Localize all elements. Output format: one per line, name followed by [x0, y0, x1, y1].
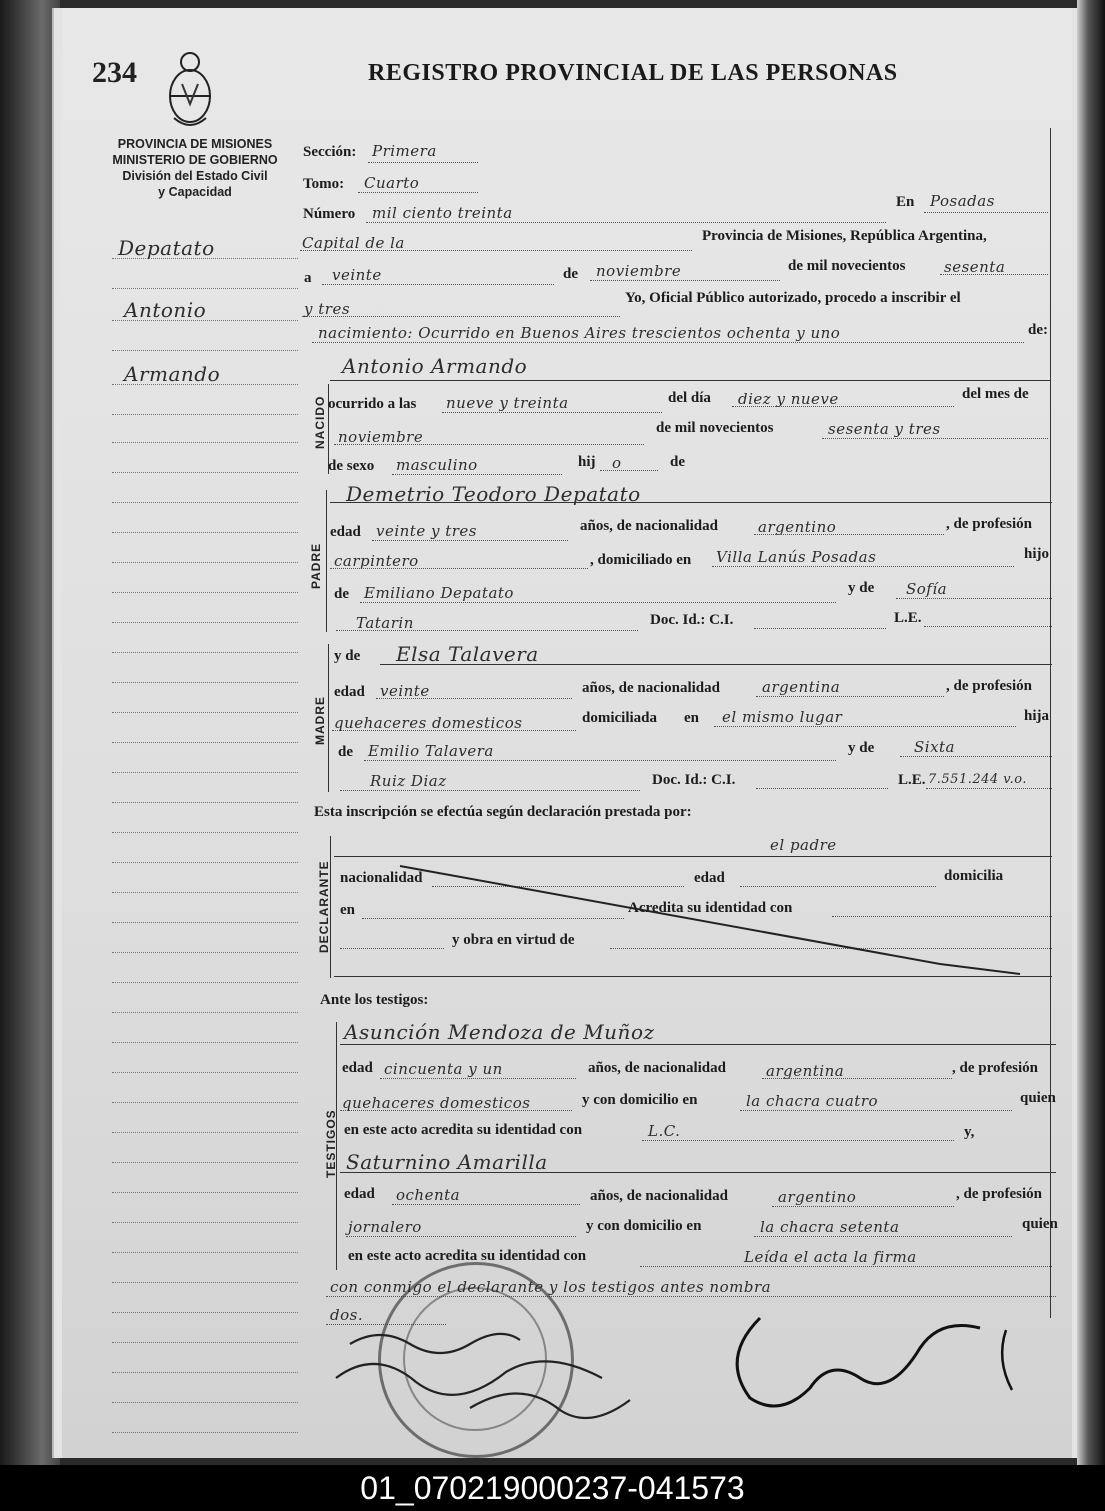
testigo2-prof-value: jornalero	[348, 1218, 422, 1236]
padre-edad-label: edad	[330, 524, 361, 540]
padre-de-label: de	[334, 586, 349, 602]
testigo2-dom-value: la chacra setenta	[760, 1218, 900, 1236]
testigo1-quien: quien	[1020, 1090, 1056, 1106]
oficial-text: Yo, Oficial Público autorizado, procedo a inscribir el	[625, 290, 961, 306]
padre-edad-value: veinte y tres	[376, 522, 477, 540]
org-line-3: División del Estado Civil	[122, 169, 268, 183]
scan-footer-id: 01_070219000237-041573	[0, 1465, 1105, 1511]
en-value: Posadas	[930, 192, 995, 210]
abuelo-paterno-value: Emiliano Depatato	[364, 584, 514, 602]
year-continuation: y tres	[304, 300, 351, 318]
margin-middle-name: Armando	[124, 362, 221, 386]
madre-section-label: MADRE	[313, 696, 327, 745]
anio-nacido-value: sesenta y tres	[828, 420, 941, 438]
testigos-section-label: TESTIGOS	[324, 1109, 338, 1178]
madre-de-label: de	[338, 744, 353, 760]
padre-prof-label: , de profesión	[946, 516, 1032, 532]
en-label: En	[896, 194, 915, 210]
cierre-line-2: dos.	[330, 1306, 364, 1324]
testigo1-y: y,	[964, 1124, 975, 1140]
month-value: noviembre	[596, 262, 682, 280]
testigo2-anios-label: años, de nacionalidad	[590, 1188, 728, 1204]
madre-prof-value: quehaceres domesticos	[334, 714, 523, 732]
abuela-materna-value: Sixta	[914, 738, 956, 756]
madre-doc-label: Doc. Id.: C.I.	[652, 772, 736, 788]
padre-nombre: Demetrio Teodoro Depatato	[346, 482, 641, 506]
madre-le-value: 7.551.244 v.o.	[928, 772, 1027, 787]
madre-dom-label: domiciliada	[582, 710, 658, 726]
testigo1-prof-value: quehaceres domesticos	[342, 1094, 531, 1112]
official-signature	[716, 1310, 1016, 1420]
capital-value: Capital de la	[302, 234, 405, 252]
nacionalidad-label: nacionalidad	[340, 870, 423, 886]
abuelo-materno-value: Emilio Talavera	[368, 742, 494, 760]
mil-label: de mil novecientos	[788, 258, 906, 274]
hija-label: hija	[1024, 708, 1050, 724]
testigo1-nombre: Asunción Mendoza de Muñoz	[344, 1020, 655, 1044]
madre-le-label: L.E.	[898, 772, 926, 788]
testigo2-acredita-label: en este acto acredita su identidad con	[348, 1248, 587, 1264]
padre-doc-label: Doc. Id.: C.I.	[650, 612, 734, 628]
margin-surname: Depatato	[118, 236, 215, 260]
dia-value: diez y nueve	[738, 390, 839, 408]
a-value: veinte	[332, 266, 382, 284]
testigo2-quien: quien	[1022, 1216, 1058, 1232]
numero-label: Número	[303, 206, 356, 222]
testigo1-dom-value: la chacra cuatro	[746, 1092, 879, 1110]
padre-section-label: PADRE	[309, 542, 323, 589]
right-edge	[1077, 0, 1105, 1465]
madre-dom-value: el mismo lugar	[722, 708, 843, 726]
de-nacido-label: de	[670, 454, 685, 470]
dia-label: del día	[668, 390, 711, 406]
org-line-1: PROVINCIA DE MISIONES	[117, 137, 273, 151]
padre-prof-value: carpintero	[334, 552, 419, 570]
coat-of-arms-icon	[160, 48, 220, 132]
declarante-en-label: en	[340, 902, 355, 918]
testigo1-edad-value: cincuenta y un	[384, 1060, 503, 1078]
tomo-label: Tomo:	[303, 176, 345, 192]
abuela-materna-cont: Ruiz Diaz	[370, 772, 447, 790]
nacimiento-value: nacimiento: Ocurrido en Buenos Aires trescientos ochenta y uno	[318, 324, 841, 342]
cierre-line-1: con conmigo el declarante y los testigos antes nombra	[330, 1278, 772, 1296]
signatures-left	[330, 1320, 660, 1430]
sexo-value: masculino	[396, 456, 478, 474]
testigo2-acredita-value: Leída el acta la firma	[744, 1248, 917, 1266]
testigo1-prof-label: , de profesión	[952, 1060, 1038, 1076]
mes-label: del mes de	[962, 386, 1029, 402]
binding-edge	[0, 0, 60, 1465]
madre-edad-label: edad	[334, 684, 365, 700]
seccion-label: Sección:	[303, 144, 357, 160]
issuing-organization	[100, 136, 290, 200]
padre-dom-label: , domiciliado en	[590, 552, 692, 568]
madre-prof-label: , de profesión	[946, 678, 1032, 694]
testigo1-dom-label: y con domicilio en	[582, 1092, 698, 1108]
mes-value: noviembre	[338, 428, 424, 446]
madre-en-label: en	[684, 710, 699, 726]
padre-le-label: L.E.	[894, 610, 922, 626]
hora-value: nueve y treinta	[446, 394, 569, 412]
cancel-stroke	[380, 856, 1030, 978]
testigo1-anios-label: años, de nacionalidad	[588, 1060, 726, 1076]
declarante-edad-label: edad	[694, 870, 725, 886]
padre-anios-label: años, de nacionalidad	[580, 518, 718, 534]
testigos-label: Ante los testigos:	[320, 992, 429, 1008]
padre-nac-value: argentino	[758, 518, 837, 536]
abuela-paterna-value: Sofía	[906, 580, 948, 598]
margin-first-name: Antonio	[124, 298, 207, 322]
madre-anios-label: años, de nacionalidad	[582, 680, 720, 696]
testigo1-acredita-label: en este acto acredita su identidad con	[344, 1122, 583, 1138]
declarante-section-label: DECLARANTE	[317, 860, 331, 953]
padre-dom-value: Villa Lanús Posadas	[716, 548, 877, 566]
acredita-label: Acredita su identidad con	[628, 900, 793, 916]
domicilia-label: domicilia	[944, 868, 1004, 884]
de-label: de	[563, 266, 578, 282]
hij-label: hij	[578, 454, 596, 470]
provincia-text: Provincia de Misiones, República Argentina,	[702, 228, 987, 244]
madre-yde2-label: y de	[848, 740, 875, 756]
testigo1-edad-label: edad	[342, 1060, 373, 1076]
sexo-label: de sexo	[328, 458, 375, 474]
register-page	[62, 8, 1072, 1458]
hijo-label: hijo	[1024, 546, 1050, 562]
madre-edad-value: veinte	[380, 682, 430, 700]
org-line-2: MINISTERIO DE GOBIERNO	[112, 153, 278, 167]
hij-value: o	[612, 454, 622, 472]
testigo2-nac-value: argentino	[778, 1188, 857, 1206]
de-end-label: de:	[1028, 322, 1048, 338]
madre-nombre: Elsa Talavera	[396, 642, 539, 666]
year-value: sesenta	[944, 258, 1006, 276]
nacido-nombre: Antonio Armando	[342, 354, 528, 378]
numero-value: mil ciento treinta	[372, 204, 513, 222]
abuela-paterna-cont: Tatarin	[356, 614, 414, 632]
testigo2-dom-label: y con domicilio en	[586, 1218, 702, 1234]
a-label: a	[304, 270, 312, 286]
padre-yde-label: y de	[848, 580, 875, 596]
testigo2-edad-label: edad	[344, 1186, 375, 1202]
ocurrido-label: ocurrido a las	[328, 396, 417, 412]
nacido-section-label: NACIDO	[313, 395, 327, 449]
tomo-value: Cuarto	[364, 174, 420, 192]
document-title: REGISTRO PROVINCIAL DE LAS PERSONAS	[368, 60, 898, 86]
testigo1-acredita-value: L.C.	[648, 1122, 681, 1140]
obra-label: y obra en virtud de	[452, 932, 575, 948]
testigo2-nombre: Saturnino Amarilla	[346, 1150, 548, 1174]
org-line-4: y Capacidad	[158, 185, 232, 199]
seccion-value: Primera	[372, 142, 437, 160]
testigo2-prof-label: , de profesión	[956, 1186, 1042, 1202]
testigo2-edad-value: ochenta	[396, 1186, 461, 1204]
madre-yde-label: y de	[334, 648, 361, 664]
testigo1-nac-value: argentina	[766, 1062, 845, 1080]
madre-nac-value: argentina	[762, 678, 841, 696]
page-number: 234	[92, 56, 137, 89]
declaracion-text: Esta inscripción se efectúa según declaración prestada por:	[314, 804, 692, 820]
mil-nacido-label: de mil novecientos	[656, 420, 774, 436]
declarante-value: el padre	[770, 836, 837, 854]
